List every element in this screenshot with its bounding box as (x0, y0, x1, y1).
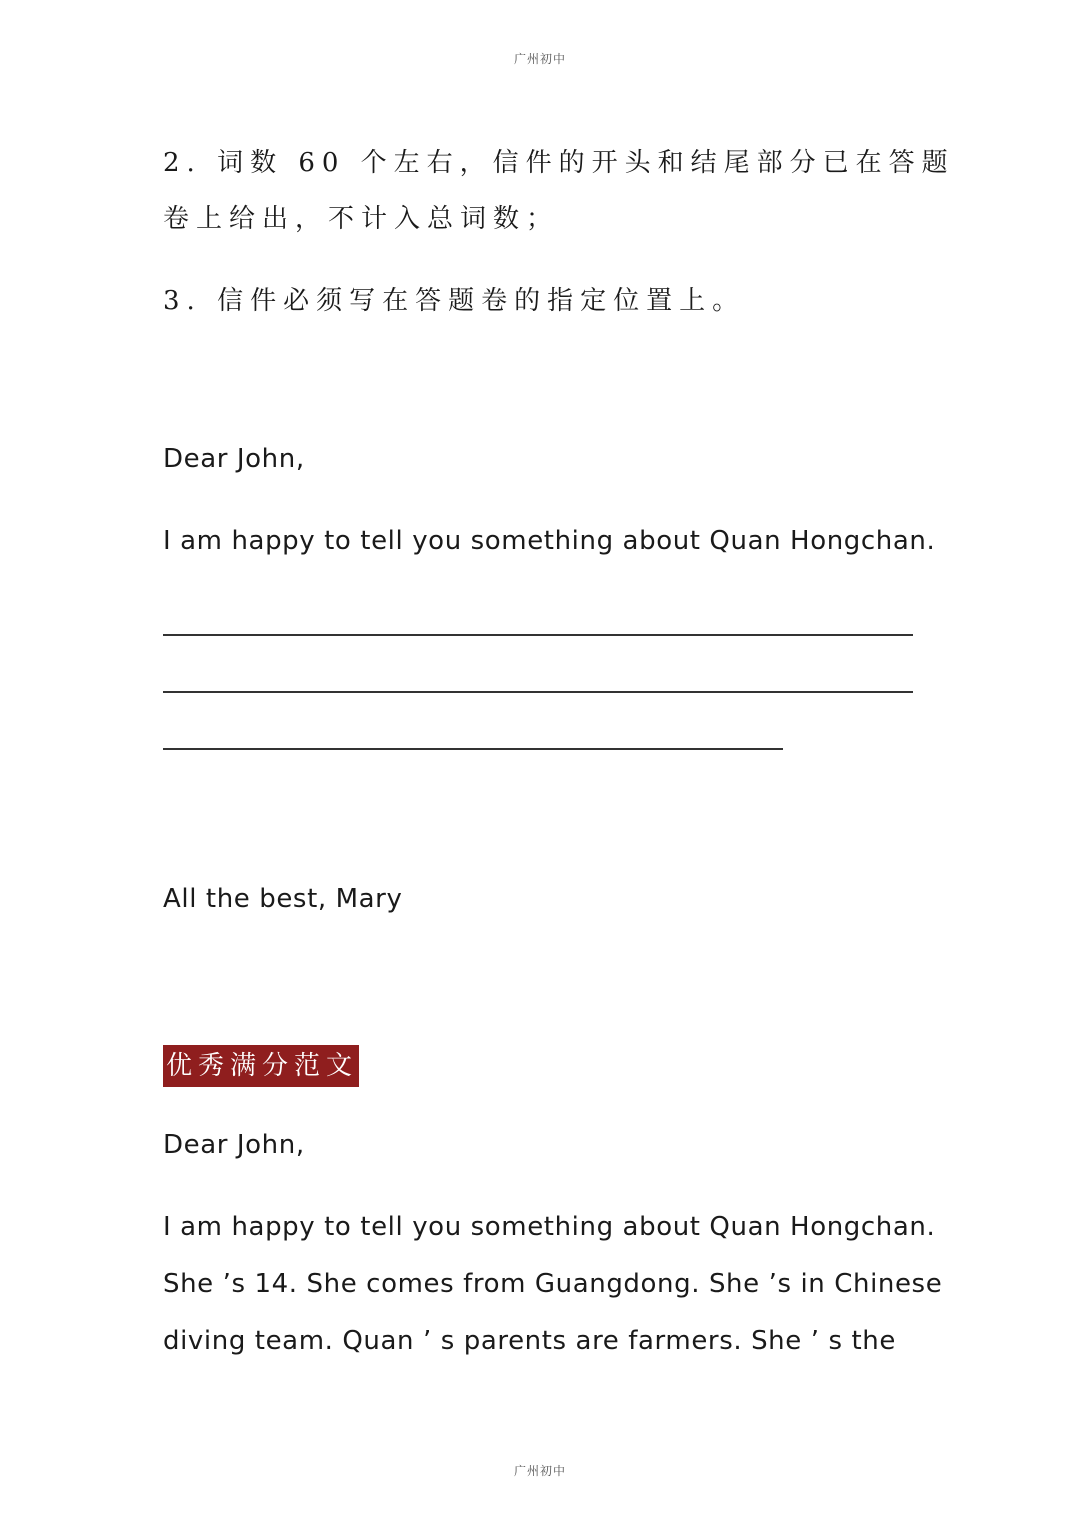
sample-body-line: She ’s 14. She comes from Guangdong. She ’s in Chinese (163, 1269, 943, 1299)
template-greeting: Dear John, (163, 444, 305, 474)
page-header-watermark: 广州初中 (513, 52, 566, 66)
requirement-3: 3. 信件必须写在答题卷的指定位置上。 (163, 286, 746, 316)
template-closing: All the best, Mary (163, 884, 403, 914)
template-opening-line: I am happy to tell you something about Quan Hongchan. (163, 526, 936, 556)
answer-blank-line-1 (163, 634, 913, 636)
sample-essay-badge: 优秀满分范文 (163, 1045, 359, 1087)
sample-body-line: I am happy to tell you something about Quan Hongchan. (163, 1212, 936, 1242)
answer-blank-line-3 (163, 748, 783, 750)
answer-blank-line-2 (163, 691, 913, 693)
page-footer-watermark: 广州初中 (513, 1464, 566, 1478)
sample-body-line: diving team. Quan ’ s parents are farmers. She ’ s the (163, 1326, 896, 1356)
requirement-2-line-1: 2. 词数 60 个左右，信件的开头和结尾部分已在答题 (163, 148, 955, 178)
requirement-2-line-2: 卷上给出，不计入总词数； (163, 204, 560, 234)
sample-greeting: Dear John, (163, 1130, 305, 1160)
